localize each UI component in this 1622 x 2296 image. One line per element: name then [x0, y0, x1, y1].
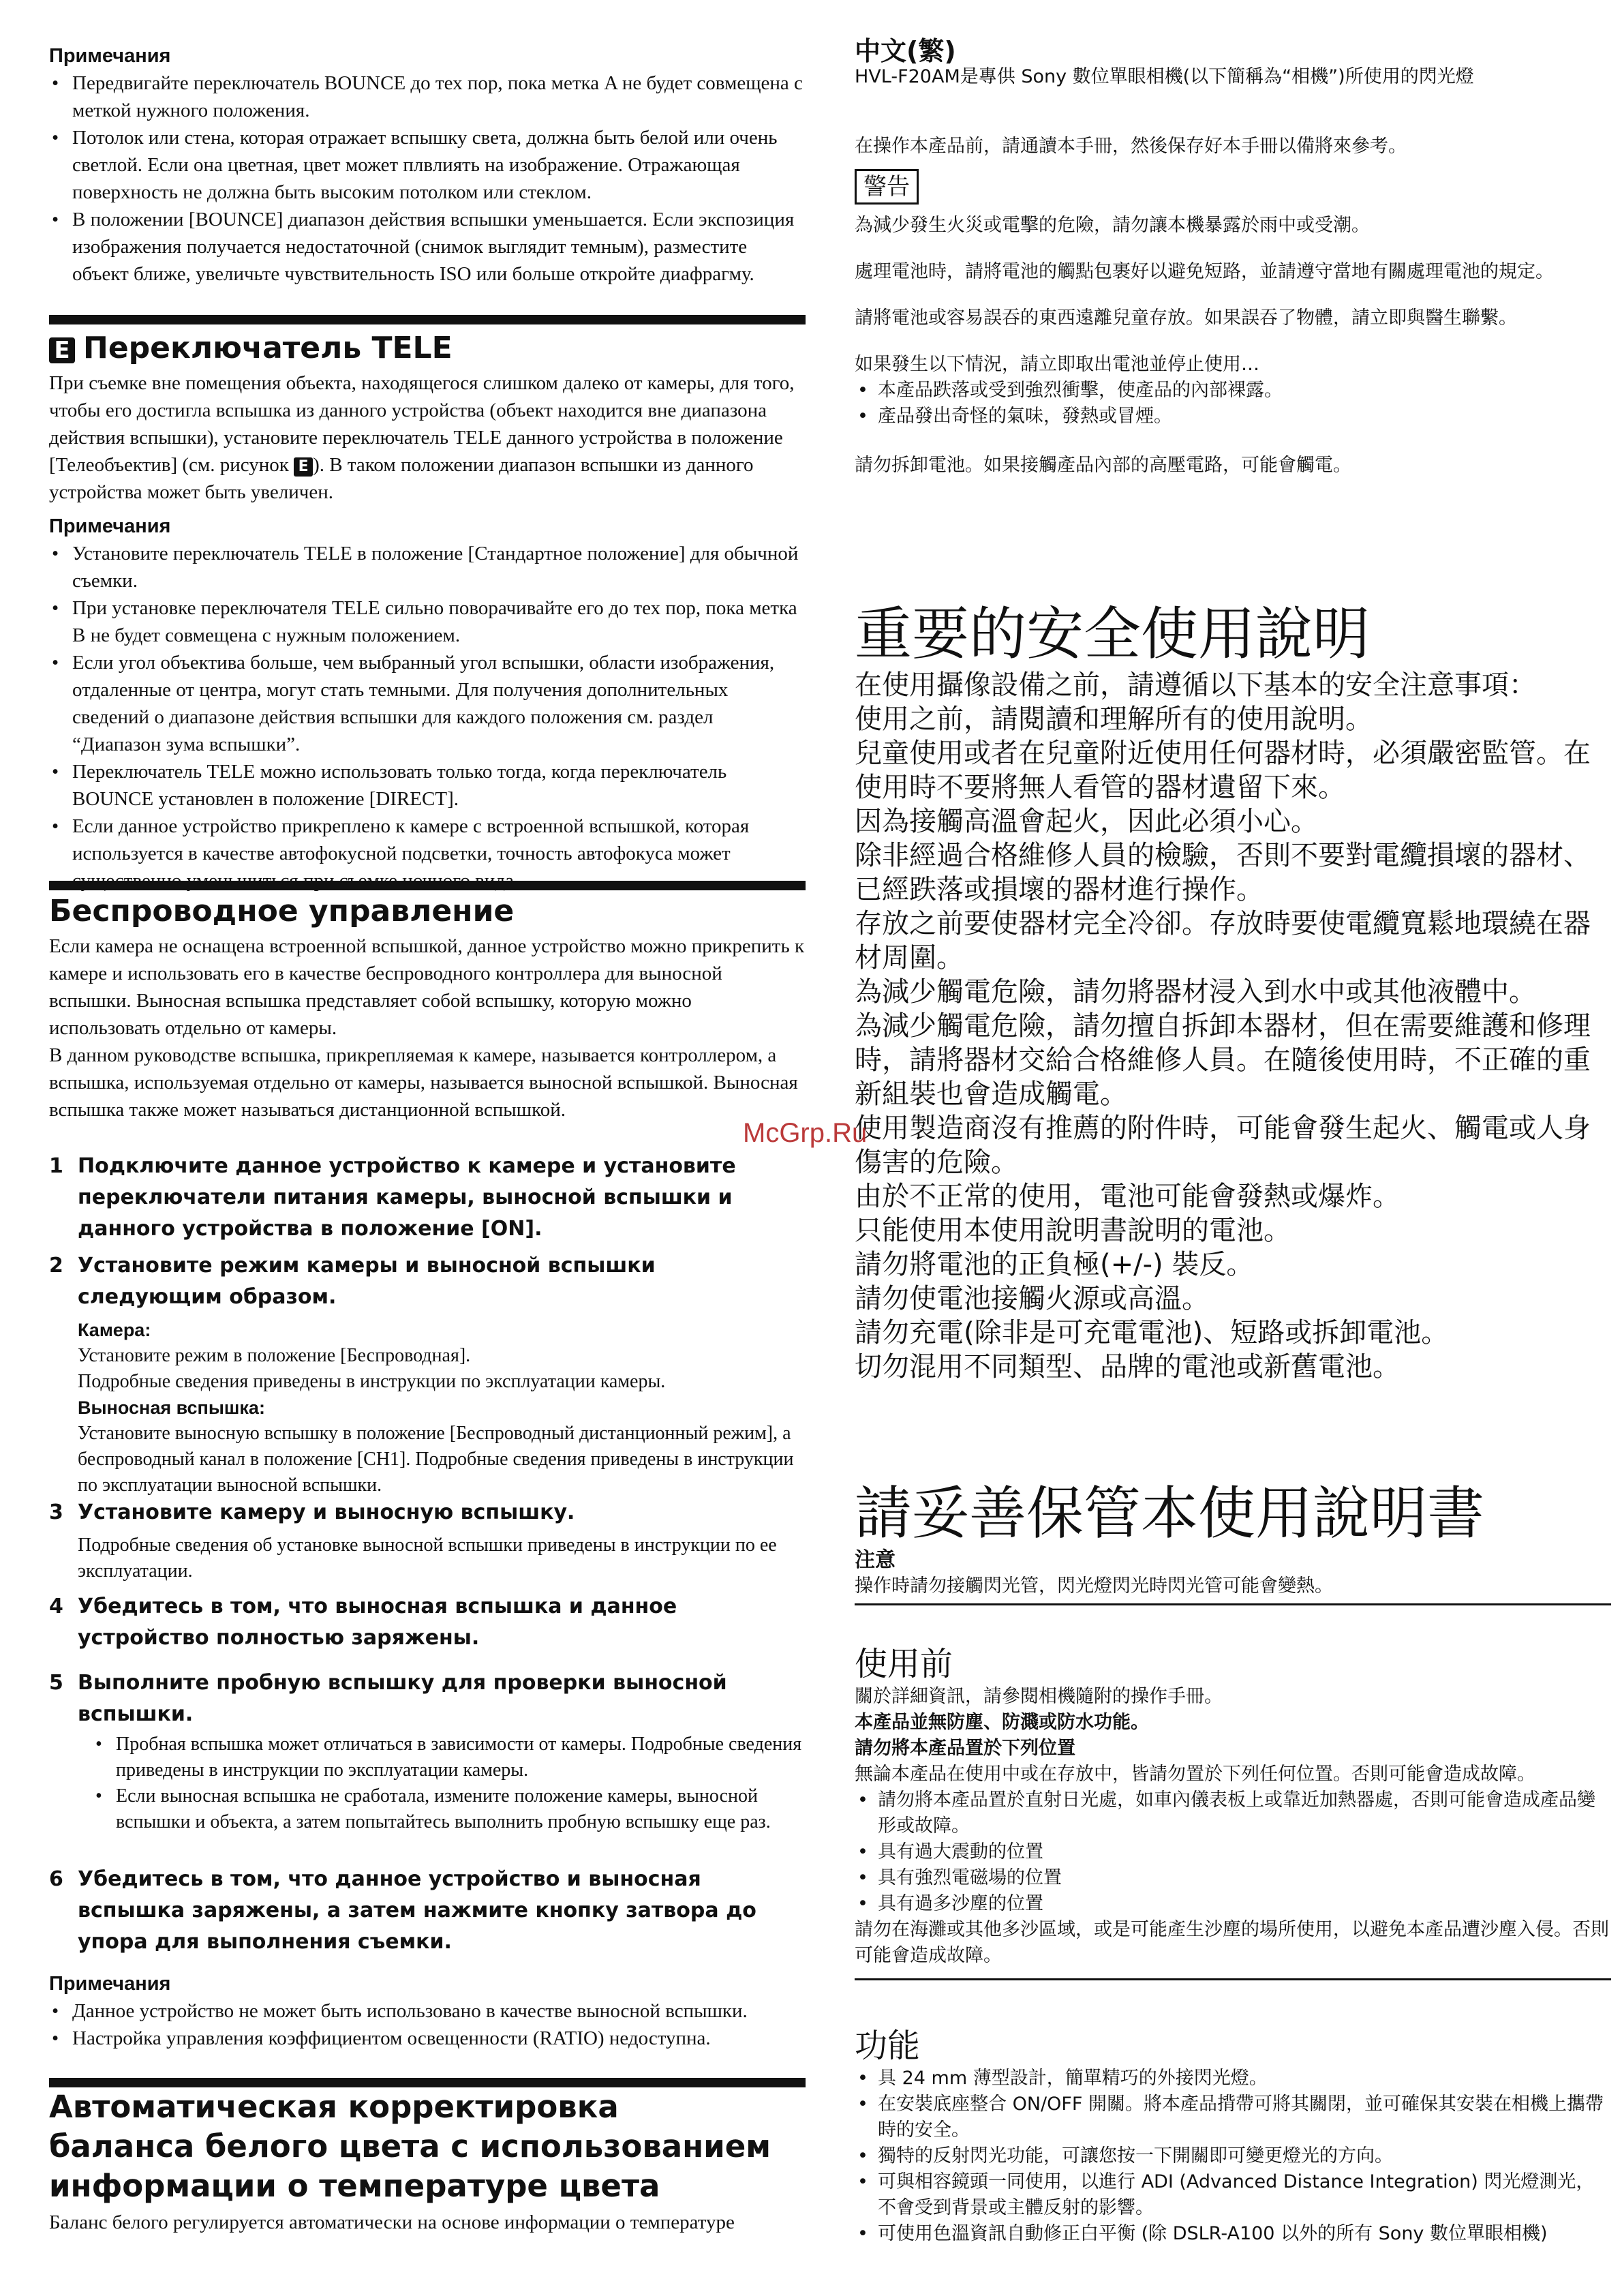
notes-heading: Примечания	[49, 1973, 171, 1995]
section-title: 功能	[855, 2027, 921, 2065]
list-item: 為減少觸電危險，請勿將器材浸入到水中或其他液體中。	[855, 976, 1536, 1008]
step-3	[49, 1497, 806, 1528]
paragraph: 請勿拆卸電池。如果接觸產品內部的高壓電路，可能會觸電。	[855, 455, 1351, 476]
step-text: Установите камеру и выносную вспышку.	[78, 1500, 575, 1524]
paragraph-bold: 請勿將本產品置於下列位置	[855, 1738, 1075, 1759]
list-item: • При установке переключателя TELE сильно поворачивайте его до тех пор, пока метка B не будет совмещена с нужным положением.	[49, 594, 806, 649]
keep-manual-section	[855, 1479, 1611, 1605]
section-title: 使用前	[855, 1645, 953, 1683]
notes-bounce	[49, 42, 806, 288]
divider	[855, 1603, 1611, 1605]
paragraph: 如果發生以下情況，請立即取出電池並停止使用…	[855, 354, 1259, 375]
paragraph: Установите выносную вспышку в положение [Беспроводный дистанционный режим], а беспроводный канал в положение [CH1]. Подробные сведения приведены в инструкции по эксплуатации выносной вспышки.	[78, 1423, 794, 1496]
step-text: Установите режим камеры и выносной вспышки следующим образом.	[78, 1254, 656, 1309]
step-6	[49, 1864, 806, 1958]
list-item: 切勿混用不同類型、品牌的電池或新舊電池。	[855, 1351, 1400, 1383]
language-label: 中文(繁)	[855, 36, 956, 66]
paragraph: Установите режим в положение [Беспроводная].	[78, 1345, 471, 1366]
step-text: Выполните пробную вспышку для проверки выносной вспышки.	[78, 1671, 727, 1726]
paragraph: Подробные сведения приведены в инструкции по эксплуатации камеры.	[78, 1371, 666, 1392]
list-item: • 請勿將本產品置於直射日光處，如車內儀表板上或靠近加熱器處，否則可能會造成產品變形或故障。	[855, 1787, 1611, 1839]
figure-badge-e: E	[49, 337, 75, 363]
list-item: 由於不正常的使用，電池可能會發熱或爆炸。	[855, 1181, 1400, 1212]
list-item: • 具 24 mm 薄型設計，簡單精巧的外接閃光燈。	[855, 2066, 1611, 2091]
list-item: • 產品發出奇怪的氣味，發熱或冒煙。	[855, 404, 1611, 429]
notice-heading: 注意	[855, 1548, 896, 1572]
step-number: 1	[49, 1154, 63, 1178]
step-text: Подключите данное устройство к камере и установите переключатели питания камеры, выносной вспышки и данного устройства в положение [ON].	[78, 1154, 736, 1241]
step-5-details	[49, 1732, 806, 1835]
paragraph-bold: 本產品並無防塵、防濺或防水功能。	[855, 1712, 1149, 1733]
list-item: 在使用攝像設備之前，請遵循以下基本的安全注意事項：	[855, 669, 1536, 701]
section-divider	[49, 881, 806, 890]
section-title-line: Автоматическая корректировка	[49, 2089, 619, 2125]
features-section	[855, 2026, 1611, 2247]
section-title-line: баланса белого цвета с использованием	[49, 2128, 771, 2164]
section-title: 請妥善保管本使用說明書	[855, 1480, 1485, 1547]
section-title: Беспроводное управление	[49, 894, 515, 928]
before-use-section	[855, 1644, 1611, 1980]
section-title-line: информации о температуре цвета	[49, 2168, 660, 2204]
paragraph: 請勿在海灘或其他多沙區域，或是可能產生沙塵的場所使用，以避免本產品遭沙塵入侵。否則可能會造成故障。	[855, 1919, 1609, 1966]
step-3-details	[49, 1532, 806, 1584]
paragraph: 請將電池或容易誤吞的東西遠離兒童存放。如果誤吞了物體，請立即與醫生聯繫。	[855, 307, 1517, 329]
warning-section	[855, 169, 1611, 479]
list-item: • Настройка управления коэффициентом освещенности (RATIO) недоступна.	[49, 2025, 806, 2052]
list-item: 為減少觸電危險，請勿擅自拆卸本器材，但在需要維護和修理時，請將器材交給合格維修人員。在隨後使用時，不正確的重新組裝也會造成觸電。	[855, 1010, 1591, 1110]
list-item: • Установите переключатель TELE в положение [Стандартное положение] для обычной съемки.	[49, 540, 806, 594]
step-2-details	[49, 1317, 806, 1498]
list-item: • В положении [BOUNCE] диапазон действия вспышки уменьшается. Если экспозиция изображения получается недостаточной (снимок выглядит темным), разместите объект ближе, увеличьте чувствительность ISO или больше откройте диафрагму.	[49, 206, 806, 288]
list-item: • 本產品跌落或受到強烈衝擊，使產品的內部裸露。	[855, 378, 1611, 404]
step-number: 3	[49, 1500, 63, 1524]
tele-body	[49, 369, 806, 506]
list-item: • 獨特的反射閃光功能，可讓您按一下開關即可變更燈光的方向。	[855, 2143, 1611, 2169]
list-item: • 具有過大震動的位置	[855, 1839, 1611, 1865]
paragraph: Подробные сведения об установке выносной вспышки приведены в инструкции по ее эксплуатации.	[78, 1535, 777, 1582]
section-divider	[49, 2078, 806, 2087]
paragraph: 處理電池時，請將電池的觸點包裹好以避免短路，並請遵守當地有關處理電池的規定。	[855, 261, 1554, 282]
list-item: 使用之前，請閱讀和理解所有的使用說明。	[855, 704, 1373, 735]
section-white-balance	[49, 2087, 806, 2236]
paragraph: 無論本產品在使用中或在存放中，皆請勿置於下列任何位置。否則可能會造成故障。	[855, 1764, 1535, 1785]
divider	[855, 1978, 1611, 1980]
list-item: • Пробная вспышка может отличаться в зависимости от камеры. Подробные сведения приведены в инструкции по эксплуатации камеры.	[93, 1732, 806, 1783]
step-number: 2	[49, 1254, 63, 1278]
language-header	[855, 38, 1611, 90]
list-item: 請勿充電(除非是可充電電池)、短路或拆卸電池。	[855, 1317, 1449, 1348]
tele-body-text: При съемке вне помещения объекта, находящегося слишком далеко от камеры, для того, чтобы его достигла вспышка из данного устройства (объект находится вне диапазона действия вспышки), установите переключатель TELE данного устройства в положение [Телеобъектив] (см. рисунок	[49, 372, 795, 476]
section-title-text: Переключатель TELE	[83, 331, 453, 365]
list-item: 只能使用本使用說明書說明的電池。	[855, 1215, 1291, 1246]
section-tele	[49, 330, 806, 894]
intro-text: HVL-F20AM是專供 Sony 數位單眼相機(以下簡稱為“相機”)所使用的閃光燈	[855, 66, 1474, 87]
step-text: Убедитесь в том, что данное устройство и выносная вспышка заряжены, а затем нажмите кнопку затвора до упора для выполнения съемки.	[78, 1867, 756, 1954]
list-item: 請勿使電池接觸火源或高溫。	[855, 1283, 1209, 1314]
sub-heading: Выносная вспышка:	[78, 1398, 265, 1418]
safety-section	[855, 600, 1611, 1384]
step-number: 6	[49, 1867, 63, 1891]
list-item: • Переключатель TELE можно использовать только тогда, когда переключатель BOUNCE установлен в положение [DIRECT].	[49, 758, 806, 813]
list-item: 除非經過合格維修人員的檢驗，否則不要對電纜損壞的器材、已經跌落或損壞的器材進行操作。	[855, 840, 1591, 905]
list-item: • 在安裝底座整合 ON/OFF 開關。將本產品揹帶可將其關閉，並可確保其安裝在相機上攜帶時的安全。	[855, 2091, 1611, 2143]
list-item: • 可與相容鏡頭一同使用，以進行 ADI (Advanced Distance Integration) 閃光燈測光，不會受到背景或主體反射的影響。	[855, 2169, 1611, 2221]
step-1	[49, 1151, 806, 1245]
watermark: McGrp.Ru	[743, 1118, 868, 1148]
sub-heading: Камера:	[78, 1320, 151, 1340]
list-item: • 可使用色溫資訊自動修正白平衡 (除 DSLR-A100 以外的所有 Sony 數位單眼相機)	[855, 2221, 1611, 2247]
list-item: • Данное устройство не может быть использовано в качестве выносной вспышки.	[49, 1997, 806, 2025]
list-item: • Если выносная вспышка не сработала, измените положение камеры, выносной вспышки и объекта, а затем попытайтесь выполнить пробную вспышку еще раз.	[93, 1783, 806, 1835]
paragraph: 為減少發生火災或電擊的危險，請勿讓本機暴露於雨中或受潮。	[855, 215, 1370, 236]
paragraph: Баланс белого регулируется автоматически на основе информации о температуре	[49, 2211, 735, 2233]
tele-body-end: ). В таком положении диапазон вспышки из данного устройства может быть увеличен.	[49, 454, 754, 503]
read-manual-text: 在操作本產品前，請通讀本手冊，然後保存好本手冊以備將來參考。	[855, 136, 1407, 157]
notes-wireless	[49, 1970, 806, 2052]
list-item: 存放之前要使器材完全冷卻。存放時要使電纜寬鬆地環繞在器材周圍。	[855, 908, 1591, 973]
paragraph: 操作時請勿接觸閃光管，閃光燈閃光時閃光管可能會變熱。	[855, 1575, 1333, 1597]
paragraph: В данном руководстве вспышка, прикрепляемая к камере, называется контроллером, а вспышка, используемая отдельно от камеры, называется выносной вспышкой. Выносная вспышка также может называться дистанционной вспышкой.	[49, 1044, 798, 1121]
section-divider	[49, 315, 806, 324]
list-item: 請勿將電池的正負極(+/-) 裝反。	[855, 1249, 1254, 1280]
step-2	[49, 1250, 806, 1313]
step-text: Убедитесь в том, что выносная вспышка и данное устройство полностью заряжены.	[78, 1595, 677, 1650]
list-item: • Потолок или стена, которая отражает вспышку света, должна быть белой или очень светлой. Если она цветная, цвет может плвлиять на изображение. Отражающая поверхность не должна быть высоким потолком или стеклом.	[49, 124, 806, 206]
section-title	[49, 330, 806, 367]
list-item: 兒童使用或者在兒童附近使用任何器材時，必須嚴密監管。在使用時不要將無人看管的器材遺留下來。	[855, 738, 1591, 803]
step-number: 5	[49, 1671, 63, 1695]
warning-label: 警告	[855, 169, 919, 205]
notes-heading: Примечания	[49, 515, 171, 537]
list-item: • 具有強烈電磁場的位置	[855, 1865, 1611, 1891]
list-item: 使用製造商沒有推薦的附件時，可能會發生起火、觸電或人身傷害的危險。	[855, 1113, 1591, 1178]
section-title: 重要的安全使用說明	[855, 601, 1371, 667]
step-4	[49, 1591, 806, 1654]
section-wireless	[49, 893, 806, 1123]
paragraph: 關於詳細資訊，請參閱相機隨附的操作手冊。	[855, 1686, 1223, 1707]
figure-badge-e-inline: E	[294, 457, 313, 477]
step-number: 4	[49, 1595, 63, 1618]
list-item: • Передвигайте переключатель BOUNCE до тех пор, пока метка A не будет совмещена с меткой нужного положения.	[49, 70, 806, 124]
notes-heading: Примечания	[49, 45, 171, 67]
list-item: • Если угол объектива больше, чем выбранный угол вспышки, области изображения, отдаленные от центра, могут стать темными. Для получения дополнительных сведений о диапазоне действия вспышки для каждого положения см. раздел “Диапазон зума вспышки”.	[49, 649, 806, 758]
list-item: 因為接觸高溫會起火，因此必須小心。	[855, 806, 1318, 837]
list-item: • Если данное устройство прикреплено к камере с встроенной вспышкой, которая используется в качестве автофокусной подсветки, точность автофокуса может	[49, 813, 806, 894]
step-5	[49, 1667, 806, 1730]
paragraph: Если камера не оснащена встроенной вспышкой, данное устройство можно прикрепить к камере и использовать его в качестве беспроводного контроллера для выносной вспышки. Выносная вспышка представляет собой вспышку, которую можно использовать отдельно от камеры.	[49, 935, 805, 1039]
list-item: • 具有過多沙塵的位置	[855, 1891, 1611, 1917]
